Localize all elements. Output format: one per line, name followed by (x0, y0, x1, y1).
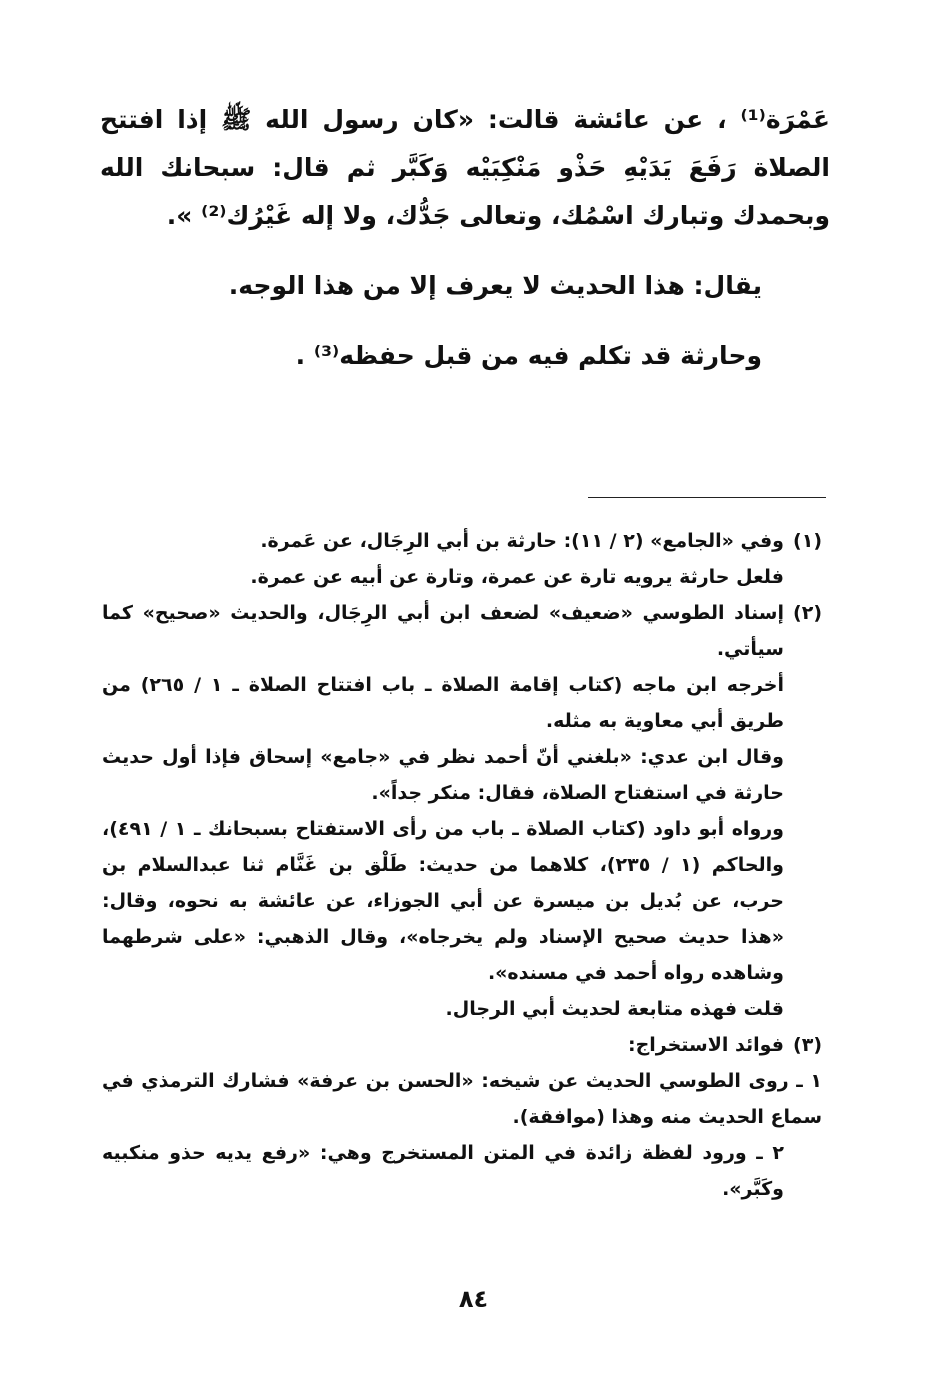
footnote-text: إسناد الطوسي «ضعيف» لضعف ابن أبي الرِجَال، والحديث «صحيح» كما سيأتي. (102, 602, 784, 660)
footnote-text: فلعل حارثة يرويه تارة عن عمرة، وتارة عن أبيه عن عمرة. (250, 566, 784, 588)
footnote-text: أخرجه ابن ماجه (كتاب إقامة الصلاة ـ باب افتتاح الصلاة ـ ١ / ٢٦٥) من طريق أبي معاوية به مثله. (102, 674, 784, 732)
footnote-text: وفي «الجامع» (٢ / ١١): حارثة بن أبي الرِجَال، عن عَمرة. (260, 530, 784, 552)
main-text (100, 96, 830, 402)
main-paragraph-narrator: وحارثة قد تكلم فيه من قبل حفظه⁽³⁾ . (295, 341, 762, 370)
page-number: ٨٤ (458, 1285, 489, 1313)
footnote-2 (102, 595, 822, 667)
footnote-number: (٢) (793, 602, 822, 624)
footnote-text: ٢ ـ ورود لفظة زائدة في المتن المستخرج وهي: «رفع يديه حذو منكبيه وكَبَّر». (102, 1142, 784, 1200)
footnote-text: ١ ـ روى الطوسي الحديث عن شيخه: «الحسن بن عرفة» فشارك الترمذي في سماع الحديث منه وهذا (موافقة). (102, 1070, 822, 1128)
footnote-divider (588, 497, 826, 498)
main-paragraph-comment: يقال: هذا الحديث لا يعرف إلا من هذا الوجه. (228, 271, 762, 300)
footnote-3 (102, 1027, 822, 1063)
footnote-number: (٣) (793, 1034, 822, 1056)
footnote-number: (١) (793, 530, 822, 552)
footnote-text: وقال ابن عدي: «بلغني أنّ أحمد نظر في «جامع» إسحاق فإذا أول حديث حارثة في استفتاح الصلاة، فقال: منكر جداً». (102, 746, 784, 804)
footnote-heading: فوائد الاستخراج: (627, 1034, 784, 1056)
footnote-text: قلت فهذه متابعة لحديث أبي الرجال. (445, 998, 784, 1020)
main-paragraph-hadith: عَمْرَة⁽¹⁾ ، عن عائشة قالت: «كان رسول الله ﷺ إذا افتتح الصلاة رَفَعَ يَدَيْهِ حَذْو مَنْكِبَيْه وَكَبَّر ثم قال: سبحانك الله وبحمدك وتبارك اسْمُك، وتعالى جَدُّك، ولا إله غَيْرُك⁽²⁾ ». (100, 105, 830, 230)
footnotes (102, 523, 822, 1207)
footnote-text: ورواه أبو داود (كتاب الصلاة ـ باب من رأى الاستفتاح بسبحانك ـ ١ / ٤٩١)، والحاكم (١ / ٢٣٥)، كلاهما من حديث: طَلْق بن غَنَّام ثنا عبدالسلام بن حرب، عن بُديل بن ميسرة عن أبي الجوزاء، عن عائشة به نحوه، وقال: «هذا حديث صحيح الإسناد ولم يخرجاه»، وقال الذهبي: «على شرطهما وشاهده رواه أحمد في مسنده». (102, 818, 784, 984)
footnote-1 (102, 523, 822, 595)
